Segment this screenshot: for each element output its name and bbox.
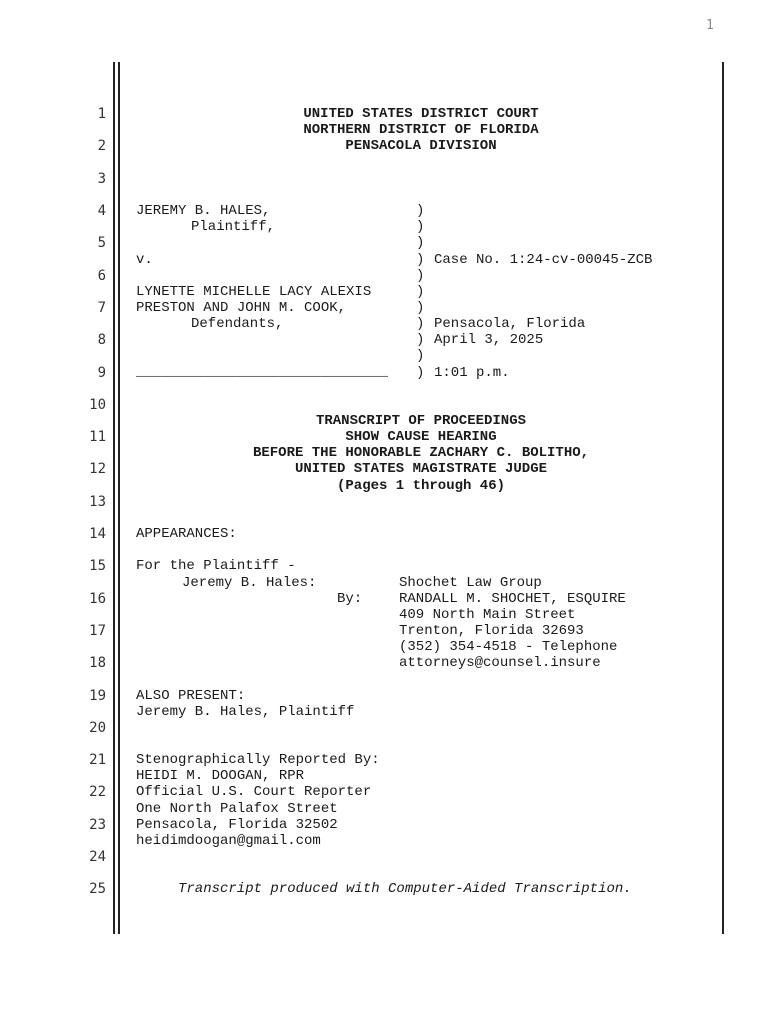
caption-versus: v.	[136, 252, 153, 268]
line-number: 1	[97, 106, 106, 122]
line-number: 13	[89, 494, 106, 510]
reporter-address2: Pensacola, Florida 32502	[136, 817, 338, 833]
reporter-email: heidimdoogan@gmail.com	[136, 833, 321, 849]
transcript-title: TRANSCRIPT OF PROCEEDINGS	[315, 413, 527, 429]
caption-paren: )	[416, 348, 425, 364]
line-number: 8	[97, 332, 106, 348]
caption-paren: )	[416, 316, 425, 332]
plaintiff-party-name: Jeremy B. Hales:	[182, 575, 317, 591]
left-margin-rule-inner	[118, 62, 120, 934]
case-number: Case No. 1:24-cv-00045-ZCB	[434, 252, 653, 268]
caption-plaintiff-name: JEREMY B. HALES,	[136, 203, 271, 219]
by-label: By:	[337, 591, 363, 607]
right-margin-rule	[722, 62, 724, 934]
caption-defendants-role: Defendants,	[191, 316, 284, 332]
line-number: 6	[97, 268, 106, 284]
for-plaintiff-label: For the Plaintiff -	[136, 558, 296, 574]
reporter-title: Official U.S. Court Reporter	[136, 784, 372, 800]
appearances-heading: APPEARANCES:	[136, 526, 237, 542]
caption-defendants-line2: PRESTON AND JOHN M. COOK,	[136, 300, 347, 316]
caption-defendants-line1: LYNETTE MICHELLE LACY ALEXIS	[136, 284, 372, 300]
court-name: UNITED STATES DISTRICT COURT	[303, 106, 539, 122]
court-division: PENSACOLA DIVISION	[345, 138, 497, 154]
line-number: 24	[89, 849, 106, 865]
attorney-phone: (352) 354-4518 - Telephone	[399, 639, 618, 655]
caption-paren: )	[416, 252, 425, 268]
line-number: 21	[89, 752, 106, 768]
line-number: 18	[89, 655, 106, 671]
reporter-address1: One North Palafox Street	[136, 801, 338, 817]
line-number: 3	[97, 171, 106, 187]
caption-paren: )	[416, 268, 425, 284]
reporter-heading: Stenographically Reported By:	[136, 752, 380, 768]
attorney-email: attorneys@counsel.insure	[399, 655, 601, 671]
reporter-name: HEIDI M. DOOGAN, RPR	[136, 768, 305, 784]
law-firm: Shochet Law Group	[399, 575, 542, 591]
caption-paren: )	[416, 235, 425, 251]
line-number: 7	[97, 300, 106, 316]
page-range: (Pages 1 through 46)	[336, 478, 506, 494]
line-number: 5	[97, 235, 106, 251]
caption-paren: )	[416, 300, 425, 316]
page-number: 1	[706, 18, 714, 33]
attorney-address1: 409 North Main Street	[399, 607, 576, 623]
line-number: 17	[89, 623, 106, 639]
transcription-note: Transcript produced with Computer-Aided Transcription.	[178, 881, 632, 897]
attorney-address2: Trenton, Florida 32693	[399, 623, 584, 639]
also-present-heading: ALSO PRESENT:	[136, 688, 246, 704]
line-number: 15	[89, 558, 106, 574]
caption-paren: )	[416, 203, 425, 219]
line-number: 14	[89, 526, 106, 542]
caption-paren: )	[416, 284, 425, 300]
hearing-location: Pensacola, Florida	[434, 316, 586, 332]
line-number: 25	[89, 881, 106, 897]
hearing-type: SHOW CAUSE HEARING	[345, 429, 497, 445]
line-number: 10	[89, 397, 106, 413]
also-present-person: Jeremy B. Hales, Plaintiff	[136, 704, 355, 720]
line-number: 16	[89, 591, 106, 607]
caption-signature-line: ______________________________	[136, 364, 389, 380]
caption-paren: )	[416, 219, 425, 235]
line-number: 23	[89, 817, 106, 833]
line-number: 19	[89, 688, 106, 704]
caption-paren: )	[416, 332, 425, 348]
line-number: 2	[97, 138, 106, 154]
attorney-name: RANDALL M. SHOCHET, ESQUIRE	[399, 591, 626, 607]
line-number: 11	[89, 429, 106, 445]
court-district: NORTHERN DISTRICT OF FLORIDA	[303, 122, 539, 138]
line-number: 22	[89, 784, 106, 800]
hearing-date: April 3, 2025	[434, 332, 544, 348]
left-margin-rule-outer	[113, 62, 115, 934]
judge-title: UNITED STATES MAGISTRATE JUDGE	[294, 461, 548, 477]
caption-plaintiff-role: Plaintiff,	[191, 219, 276, 235]
caption-paren: )	[416, 365, 425, 381]
judge-name: BEFORE THE HONORABLE ZACHARY C. BOLITHO,	[252, 445, 590, 461]
line-number: 9	[97, 365, 106, 381]
line-number: 4	[97, 203, 106, 219]
line-number: 12	[89, 461, 106, 477]
line-number: 20	[89, 720, 106, 736]
hearing-time: 1:01 p.m.	[434, 365, 510, 381]
